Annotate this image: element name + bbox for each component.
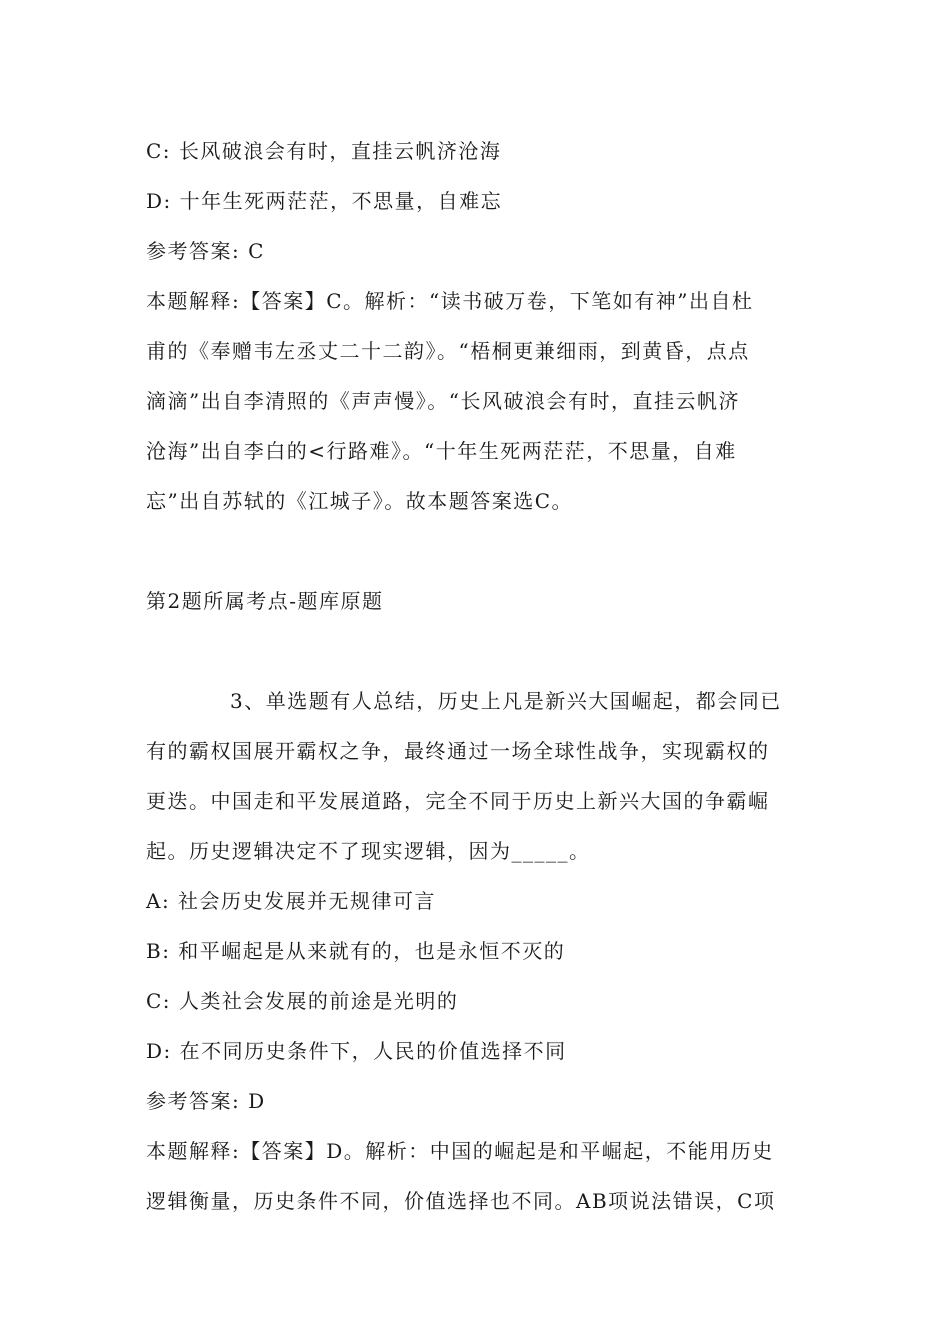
q2-explanation <box>146 276 806 526</box>
q2-explanation-line: 滴滴”出自李清照的《声声慢》。“长风破浪会有时，直挂云帆济 <box>146 389 740 413</box>
q3-stem <box>146 676 806 876</box>
q2-option-d: D: 十年生死两茫茫，不思量，自难忘 <box>146 189 503 213</box>
q2-explanation-line: 沧海”出自李白的<行路难》。“十年生死两茫茫，不思量，自难 <box>146 439 737 463</box>
q2-answer: 参考答案: C <box>146 239 265 263</box>
q3-stem-line: 起。历史逻辑决定不了现实逻辑，因为_____。 <box>146 839 591 863</box>
q3-option-a: A: 社会历史发展并无规律可言 <box>146 889 437 913</box>
q3-explanation <box>146 1126 806 1226</box>
q2-option-c: C: 长风破浪会有时，直挂云帆济沧海 <box>146 139 502 163</box>
q3-option-c: C: 人类社会发展的前途是光明的 <box>146 989 459 1013</box>
q3-option-d: D: 在不同历史条件下，人民的价值选择不同 <box>146 1039 567 1063</box>
section-label: 第2题所属考点-题库原题 <box>146 589 384 613</box>
q3-stem-line: 3、单选题有人总结，历史上凡是新兴大国崛起，都会同已 <box>230 689 782 713</box>
q2-explanation-line: 本题解释:【答案】C。解析：“读书破万卷，下笔如有神”出自杜 <box>146 289 754 313</box>
q2-explanation-line: 甫的《奉赠韦左丞丈二十二韵》。“梧桐更兼细雨，到黄昏，点点 <box>146 339 750 363</box>
q3-explanation-line: 本题解释:【答案】D。解析：中国的崛起是和平崛起，不能用历史 <box>146 1139 774 1163</box>
q3-answer: 参考答案: D <box>146 1089 266 1113</box>
q3-stem-line: 有的霸权国展开霸权之争，最终通过一场全球性战争，实现霸权的 <box>146 739 770 763</box>
q3-stem-line: 更迭。中国走和平发展道路，完全不同于历史上新兴大国的争霸崛 <box>146 789 770 813</box>
document-page <box>146 126 806 1226</box>
q2-explanation-line: 忘”出自苏轼的《江城子》。故本题答案选C。 <box>146 489 574 513</box>
q3-option-b: B: 和平崛起是从来就有的，也是永恒不灭的 <box>146 939 566 963</box>
q3-explanation-line: 逻辑衡量，历史条件不同，价值选择也不同。AB项说法错误，C项 <box>146 1189 776 1213</box>
